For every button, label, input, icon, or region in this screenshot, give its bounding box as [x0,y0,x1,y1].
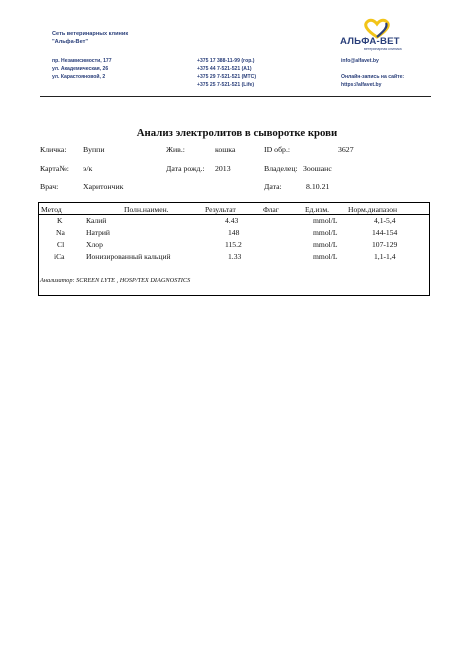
cell-name: Хлор [86,240,103,249]
address-line: ул. Карастояновой, 2 [52,74,106,80]
owner-value: Зоошанс [303,164,332,173]
birth-value: 2013 [215,164,231,173]
cell-unit: mmol/L [313,240,338,249]
cell-result: 4.43 [225,216,239,225]
email: info@alfavet.by [341,58,379,64]
cell-range: 107-129 [372,240,398,249]
analyzer-note: Анализатор: SCREEN LYTE , HOSP/TEX DIAGNOSTICS [40,277,191,284]
cell-range: 4,1-5,4 [374,216,396,225]
cell-name: Ионизированный кальций [86,252,171,261]
cell-method: K [57,216,63,225]
doctor-value: Харитончик [83,182,124,191]
col-header-name: Полн.наимен. [124,205,169,214]
cell-name: Натрий [86,228,110,237]
animal-value: кошка [215,145,236,154]
online-label: Онлайн-запись на сайте: [341,74,405,80]
clinic-contacts [341,57,404,89]
clinic-addresses [52,57,112,81]
cell-result: 115.2 [225,240,242,249]
cell-range: 144-154 [372,228,398,237]
header-divider [40,96,431,97]
owner-label: Владелец: [264,164,298,173]
nickname-value: Вуппи [83,145,105,154]
clinic-phones [197,57,256,89]
birth-label: Дата рожд.: [166,164,205,173]
animal-label: Жив.: [166,145,185,154]
date-value: 8.10.21 [306,182,330,191]
address-line: пр. Независимости, 177 [52,58,112,64]
cell-unit: mmol/L [313,228,338,237]
brand-tagline: ветеринарная клиника [364,47,402,51]
sample-id-value: 3627 [338,145,354,154]
cell-method: iCa [54,252,65,261]
clinic-name [52,31,128,46]
address-line: ул. Академическая, 26 [52,66,109,72]
table-header-divider [39,214,429,215]
website: https://alfavet.by [341,82,382,88]
card-label: Карта№: [40,164,69,173]
cell-result: 148 [228,228,240,237]
cell-name: Калий [86,216,107,225]
cell-method: Na [56,228,65,237]
date-label: Дата: [264,182,282,191]
col-header-flag: Флаг [263,205,279,214]
card-value: э/к [83,164,93,173]
report-title: Анализ электролитов в сыворотке крови [136,127,338,139]
cell-range: 1,1-1,4 [374,252,396,261]
sample-id-label: ID обр.: [264,145,291,154]
clinic-name-line2: "Альфа-Вет" [52,38,89,45]
phone-line: +375 25 7-521-521 (Life) [197,82,255,88]
cell-unit: mmol/L [313,252,338,261]
col-header-unit: Ед.изм. [305,205,330,214]
col-header-method: Метод [41,205,62,214]
cell-result: 1.33 [228,252,242,261]
col-header-result: Результат [205,205,236,214]
cell-method: Cl [57,240,65,249]
phone-line: +375 17 388-11-99 (гор.) [197,58,255,64]
phone-line: +375 29 7-521-521 (МТС) [197,74,257,80]
doctor-label: Врач: [40,182,59,191]
brand-name: АЛЬФА-ВЕТ [340,36,400,47]
phone-line: +375 44 7-521-521 (A1) [197,66,252,72]
col-header-range: Норм.диапазон [348,205,398,214]
cell-unit: mmol/L [313,216,338,225]
nickname-label: Кличка: [40,145,67,154]
clinic-name-line1: Сеть ветеринарных клиник [52,31,129,37]
